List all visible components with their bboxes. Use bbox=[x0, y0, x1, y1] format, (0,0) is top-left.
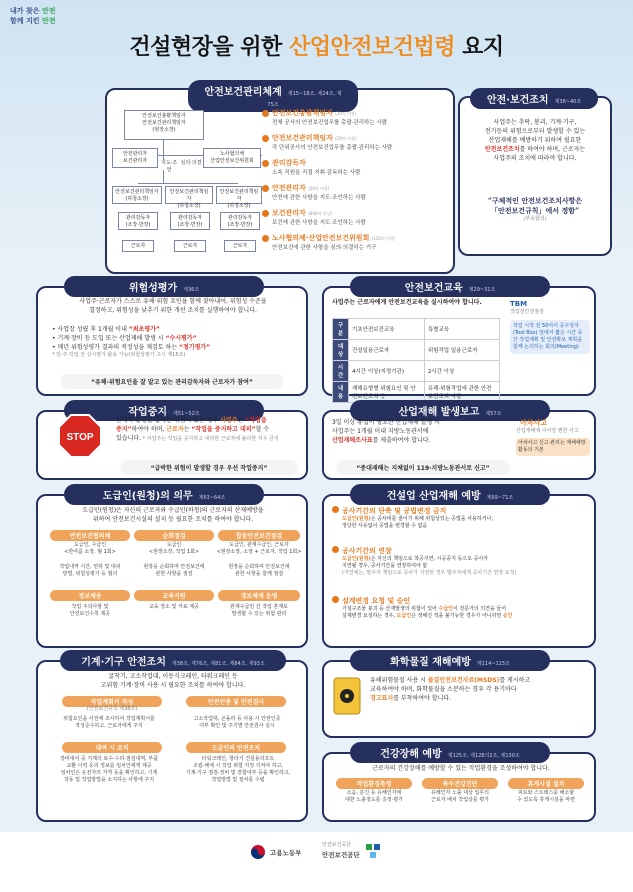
org-left: 안전관리자 보건관리자 bbox=[112, 148, 158, 168]
machine-cell: 고소작업대, 곤돌라 등 사용 시 안전인증 여부 확인 및 주기별 안전검사 실시 bbox=[193, 716, 281, 729]
machine-chip: 대여 시 조치 bbox=[62, 742, 162, 753]
sign-quote: “구체적인 안전보건조치사항은 「안전보건규칙」에서 정함” (부속합의) bbox=[487, 196, 583, 222]
design-item: 설계변경 요청 및 승인 가설구조물 붕괴 등 산재발생의 위험이 있어 수급인이 전문가의 의견을 들어 설계변경 요청하는 경우, 도급인은 정해진 적을 불가능한 경우가 아니라면 승인 bbox=[332, 596, 590, 620]
tbm-body: 작업 시작 전 50여서 공구상자(Tool Box) 앞에서 짧은 시간 동안 작업계획 및 안전확보 계획을 함께 논의하는 회의(Meeting) bbox=[510, 320, 590, 354]
near-miss-body: 아차사고 신고·관리는 재해예방활동의 기본 bbox=[516, 438, 590, 456]
org-top: 안전보건총괄책임자 안전보건관리책임자 (현장소장) bbox=[124, 110, 204, 140]
machine-cell: 타워크레인, 항타기 건설용리프트 조립·해체 시 작업 위험 지정 지켜야 하고, 기계·기구 점검·정비 및 결합여부 등을 확인하고, 작업방법 및 절차를 수립 bbox=[185, 756, 291, 783]
bullet-icon bbox=[262, 160, 269, 167]
health-header: 건강장해 예방 제125조, 제128의2조, 제130조 bbox=[350, 742, 550, 763]
agency-small-name: 안전보건공단 bbox=[322, 842, 351, 848]
org-worker-2: 근로자 bbox=[174, 240, 206, 252]
sign-body: 사업주는 추락, 붕괴, 기계·기구, 전기등의 위험으로부터 발생할 수 있는 산업재해를 예방하기 위하여 필요한 안전보건조치를 하여야 하며, 근로자는 사업주의 조치에 따라야 합니다. bbox=[484, 119, 586, 162]
machine-chip: 안전인증 및 안전검사 bbox=[186, 696, 286, 707]
contractor-chip: 안전보건협의체 bbox=[50, 530, 130, 541]
contractor-cell: 도급인, 관계수급인, 근로자 <현장소장, 소장 + 근로자, 작업 1회> bbox=[216, 542, 302, 555]
tbm-subtitle: 작업전안전점검 bbox=[510, 309, 544, 315]
contractor-cell: 현장을 순회하며 안전보건에 관한 사항을 함께 점검 bbox=[228, 564, 290, 577]
tagline: 내가 찾은 안전 함께 지킨 안전 bbox=[10, 7, 56, 25]
health-chip: 특수건강진단 bbox=[422, 778, 498, 789]
near-miss-title: 아차사고 bbox=[520, 419, 548, 427]
bullet-icon bbox=[262, 235, 269, 242]
bullet-icon bbox=[262, 210, 269, 217]
edu-table bbox=[332, 318, 500, 403]
design-header: 건설업 산업재해 예방 제69~71조 bbox=[350, 484, 550, 505]
list-item: • 사업장 성립 후 1개월 이내 “최초평가” bbox=[52, 326, 160, 333]
bullet-icon bbox=[262, 185, 269, 192]
org-line bbox=[163, 170, 164, 184]
bullet-icon bbox=[332, 506, 339, 513]
contractor-cell: 작업내역 시간, 면허 및 대피 방법, 위험성평가 등 협의 bbox=[59, 564, 121, 577]
health-cell: 유해인자 노출 대상 업무의 근로자 배치 작업상를 평가 bbox=[431, 790, 489, 803]
stop-bottom-note: “급박한 위험이 발생할 경우 우선 작업중지” bbox=[120, 460, 298, 475]
role-item: 안전관리자 (50억 이상) 안전에 관한 사항을 지도·조언하는 사람 bbox=[262, 183, 366, 201]
contractor-cell: 작업 주의사항 및 안전보건수칙 제공 bbox=[69, 604, 111, 617]
agency-logo-icon bbox=[364, 842, 382, 860]
role-item: 관리감독자 소속 직원을 직접 지휘·감독하는 사람 bbox=[262, 158, 360, 176]
agency-name: 안전보건공단 bbox=[322, 851, 360, 859]
contractor-chip: 순회점검 bbox=[134, 530, 214, 541]
org-supervisor-2: 관리감독자 (조장·반장) bbox=[170, 212, 210, 230]
footer-background bbox=[0, 832, 633, 892]
contractor-cell: 관계수급인 간 작업 혼재로 발생할 수 있는 위험 관리 bbox=[230, 604, 288, 617]
table-row: 내용 재해유형별 위험요인 및 안전보건조치 등 유해·위험작업에 관한 안전보건조치 사항 bbox=[333, 382, 500, 403]
bullet-icon bbox=[332, 596, 339, 603]
stop-header: 작업중지 제51~52조 bbox=[64, 400, 264, 421]
machine-chip: 도급인의 안전조치 bbox=[186, 742, 286, 753]
contractor-cell: 도급인, 수급인 <한여름 소장, 월 1회> bbox=[64, 542, 116, 555]
bullet-icon bbox=[262, 110, 269, 117]
role-item: 안전보건관리책임자 (20억 이상) 각 단위공사의 안전보건업무를 총괄·관리하는 사람 bbox=[262, 133, 392, 151]
table-row: 구분 기초안전보건교육 특별교육 bbox=[333, 319, 500, 340]
table-row: 시간 4시간 이상(지정기관) 2시간 이상 bbox=[333, 361, 500, 382]
stop-body: 산재가 발생할 급박한 위험이 있는 경우 사업주는 “작업을 중지”하여야 하며, 근로자는 “작업을 중지하고 대피”할 수 있습니다. * 사업주는 작업을 중지하고 대피한 근로자에 불리한 처우 금지 bbox=[116, 417, 279, 442]
contractor-header: 도급인(원청)의 의무 제63~64조 bbox=[64, 484, 264, 505]
stop-sign-text: STOP bbox=[66, 432, 94, 443]
report-header: 산업재해 발생보고 제57조 bbox=[350, 400, 550, 421]
bullet-icon bbox=[332, 546, 339, 553]
contractor-cell: 교육 장소 및 자료 제공 bbox=[149, 604, 199, 610]
page-title: 건설현장을 위한 산업안전보건법령 요지 bbox=[129, 35, 504, 60]
org-right: 노사협의체 산업안전보건위원회 bbox=[203, 148, 261, 168]
role-item: 보건관리자 (800억 이상) 보건에 관한 사항을 지도·조언하는 사람 bbox=[262, 208, 366, 226]
health-chip: 작업환경측정 bbox=[336, 778, 412, 789]
org-mid-left: 지도·조언 bbox=[160, 160, 178, 173]
machine-cell: 장비대여 중 기계의 보수·수리·점검내역, 부품 교환 이력 등의 정보를 임차인에게 제공 임차인은 운전자의 자격 등을 확인하고, 기계 작동 및 작업방법을 소지하는 사항에 주지 bbox=[59, 756, 159, 783]
health-cell: 피로와 스트레스를 해소할 수 있도록 휴게시설을 마련 bbox=[517, 790, 575, 803]
org-mid-right: 심의·의결 bbox=[180, 160, 202, 166]
machine-chip-ref: (안전보건규칙 제38조) bbox=[86, 706, 138, 712]
risk-bottom-note: “유해·위험요인을 잘 알고 있는 관리감독자와 근로자가 참여” bbox=[60, 374, 284, 389]
org-line bbox=[138, 183, 238, 184]
list-item: • 매년 위험성평가 결과의 적정성을 재검토 하는 “정기평가” bbox=[52, 344, 211, 351]
contractor-chip: 정보제공 bbox=[50, 590, 130, 601]
machine-cell: 위험요인을 사전에 조사하여 작업계획서를 작성준수하고, 근로자에게 주지 bbox=[63, 716, 155, 729]
health-chip: 휴게시설 설치 bbox=[508, 778, 584, 789]
contractor-chip: 경보체계 운영 bbox=[218, 590, 300, 601]
stop-sign-icon bbox=[58, 414, 102, 458]
health-cell: 소음, 분진 등 유해인자에 대한 노출정도를 측정·평가 bbox=[345, 790, 403, 803]
role-item: 안전보건총괄책임자 (20억 이상) 전체 공사의 안전보건업무를 총괄·관리하는 사람 bbox=[262, 108, 387, 126]
org-sub-manager-1: 안전보건관리책임자 (하청소장) bbox=[112, 186, 162, 204]
org-supervisor-3: 관리감독자 (조장·반장) bbox=[220, 212, 260, 230]
list-item: • 기계·장비 등 도입 또는 산업재해 발생 시 “수시평가” bbox=[52, 335, 197, 342]
near-miss-subtitle: 산업재해에 이어질 뻔한 사고 bbox=[516, 428, 579, 434]
contractor-chip: 교육지원 bbox=[134, 590, 214, 601]
contractor-cell: 도급인 <현장소장, 작업 1회> bbox=[148, 542, 200, 555]
table-row: 대상 건설일용근로자 위험작업 일용근로자 bbox=[333, 340, 500, 361]
org-sub-manager-3: 안전보건관리책임자 (하청소장) bbox=[216, 186, 262, 204]
risk-header: 위험성평가 제36조 bbox=[64, 276, 264, 297]
machine-chip: 작업계획서 작성 bbox=[62, 696, 162, 707]
ministry-name: 고용노동부 bbox=[270, 849, 302, 857]
hazard-barrel-icon bbox=[332, 676, 362, 716]
contractor-cell: 현장을 순회하며 안전보건에 관한 사항을 점검 bbox=[143, 564, 205, 577]
ministry-logo-icon bbox=[250, 844, 266, 860]
machine-header: 기계·기구 안전조치 제38조, 제76조, 제81조, 제84조, 제93조 bbox=[60, 650, 286, 671]
edu-header: 안전보건교육 제29~31조 bbox=[350, 276, 550, 297]
machine-intro: 굴착기, 고소작업대, 이동식크레인, 타워크레인 등 고위험 기계·장비 사용 시 필요한 조치를 하여야 합니다. bbox=[100, 673, 246, 689]
report-bottom-note: “중대재해는 지체없이 119·지방노동관서로 신고” bbox=[336, 460, 510, 475]
system-header: 안전보건관리체계 제15~18조, 제24조, 제75조 bbox=[188, 80, 358, 112]
risk-list: • 사업장 성립 후 1개월 이내 “최초평가” • 기계·장비 등 도입 또는 산업재해 발생 시 “수시평가” • 매년 위험성평가 결과의 적정성을 재검토 하는 “정기평가” * 일·주·작업 전 상시평가 활용 가능(위험성평가 고시 제15조) bbox=[52, 325, 302, 359]
org-supervisor-1: 관리감독자 (조장·반장) bbox=[118, 212, 158, 230]
org-worker-1: 근로자 bbox=[122, 240, 154, 252]
risk-intro: 사업주·근로자가 스스로 유해·위험 요인을 함께 찾아내어, 위험성 수준을 결정하고, 위험성을 낮추기 위한 개선 조치를 실행하여야 합니다. bbox=[79, 298, 267, 314]
health-intro: 근로자의 건강장해를 예방할 수 있는 작업환경을 조성하여야 합니다. bbox=[372, 765, 550, 772]
sign-header: 안전·보건조치 제38~40조 bbox=[470, 88, 598, 109]
bullet-icon bbox=[262, 135, 269, 142]
contractor-chip: 합동안전보건점검 bbox=[218, 530, 300, 541]
tbm-title: TBM bbox=[510, 300, 528, 308]
design-item: 공사기간의 연장 도급인(원청)은 자신의 책임으로 착공지연, 시공중지 등으로 공사가 지연될 경우, 공사기간을 연장하여야 함 (지연에는, 발주자 책임으로 공사가 지연된 경우 발주자에게 공사기간 연장 요청) bbox=[332, 546, 590, 577]
org-line bbox=[163, 140, 164, 160]
report-body: 3일 이상 휴업이 필요한 산업재해 발생 시 사업주는 1개월 이내 지방노동관서에 산업재해조사표를 제출하여야 합니다. bbox=[332, 419, 440, 444]
chem-header: 화학물질 재해예방 제114~115조 bbox=[350, 650, 550, 671]
edu-intro: 사업주는 근로자에게 안전보건교육을 실시하여야 합니다. bbox=[332, 299, 482, 306]
chem-body: 유해위험물질 사용 시 물질안전보건자료(MSDS)를 게시하고 교육하여야 하며, 화학물질을 소분하는 경우 각 용기마다 경고표지를 부착하여야 합니다. bbox=[370, 677, 531, 702]
org-sub-manager-2: 안전보건관리책임자 (하청소장) bbox=[165, 186, 213, 204]
contractor-intro: 도급인(원청)은 자신의 근로자와 수급인(하청)의 근로자의 산재예방을 위하여 안전보건시설의 설치 등 필요한 조치를 하여야 합니다. bbox=[82, 507, 264, 523]
org-worker-3: 근로자 bbox=[224, 240, 256, 252]
design-item: 공사기간의 단축 및 공법변경 금지 도급인(원청)은 공사비를 줄이기 위해 위험성있는 공법을 사용하거나, 정당한 사유없이 공법을 변경할 수 없음 bbox=[332, 506, 590, 530]
role-item: 노사협의체·산업안전보건위원회 (120억 이상) 안전보건에 관한 사항을 심의·의결하는 기구 bbox=[262, 233, 395, 251]
